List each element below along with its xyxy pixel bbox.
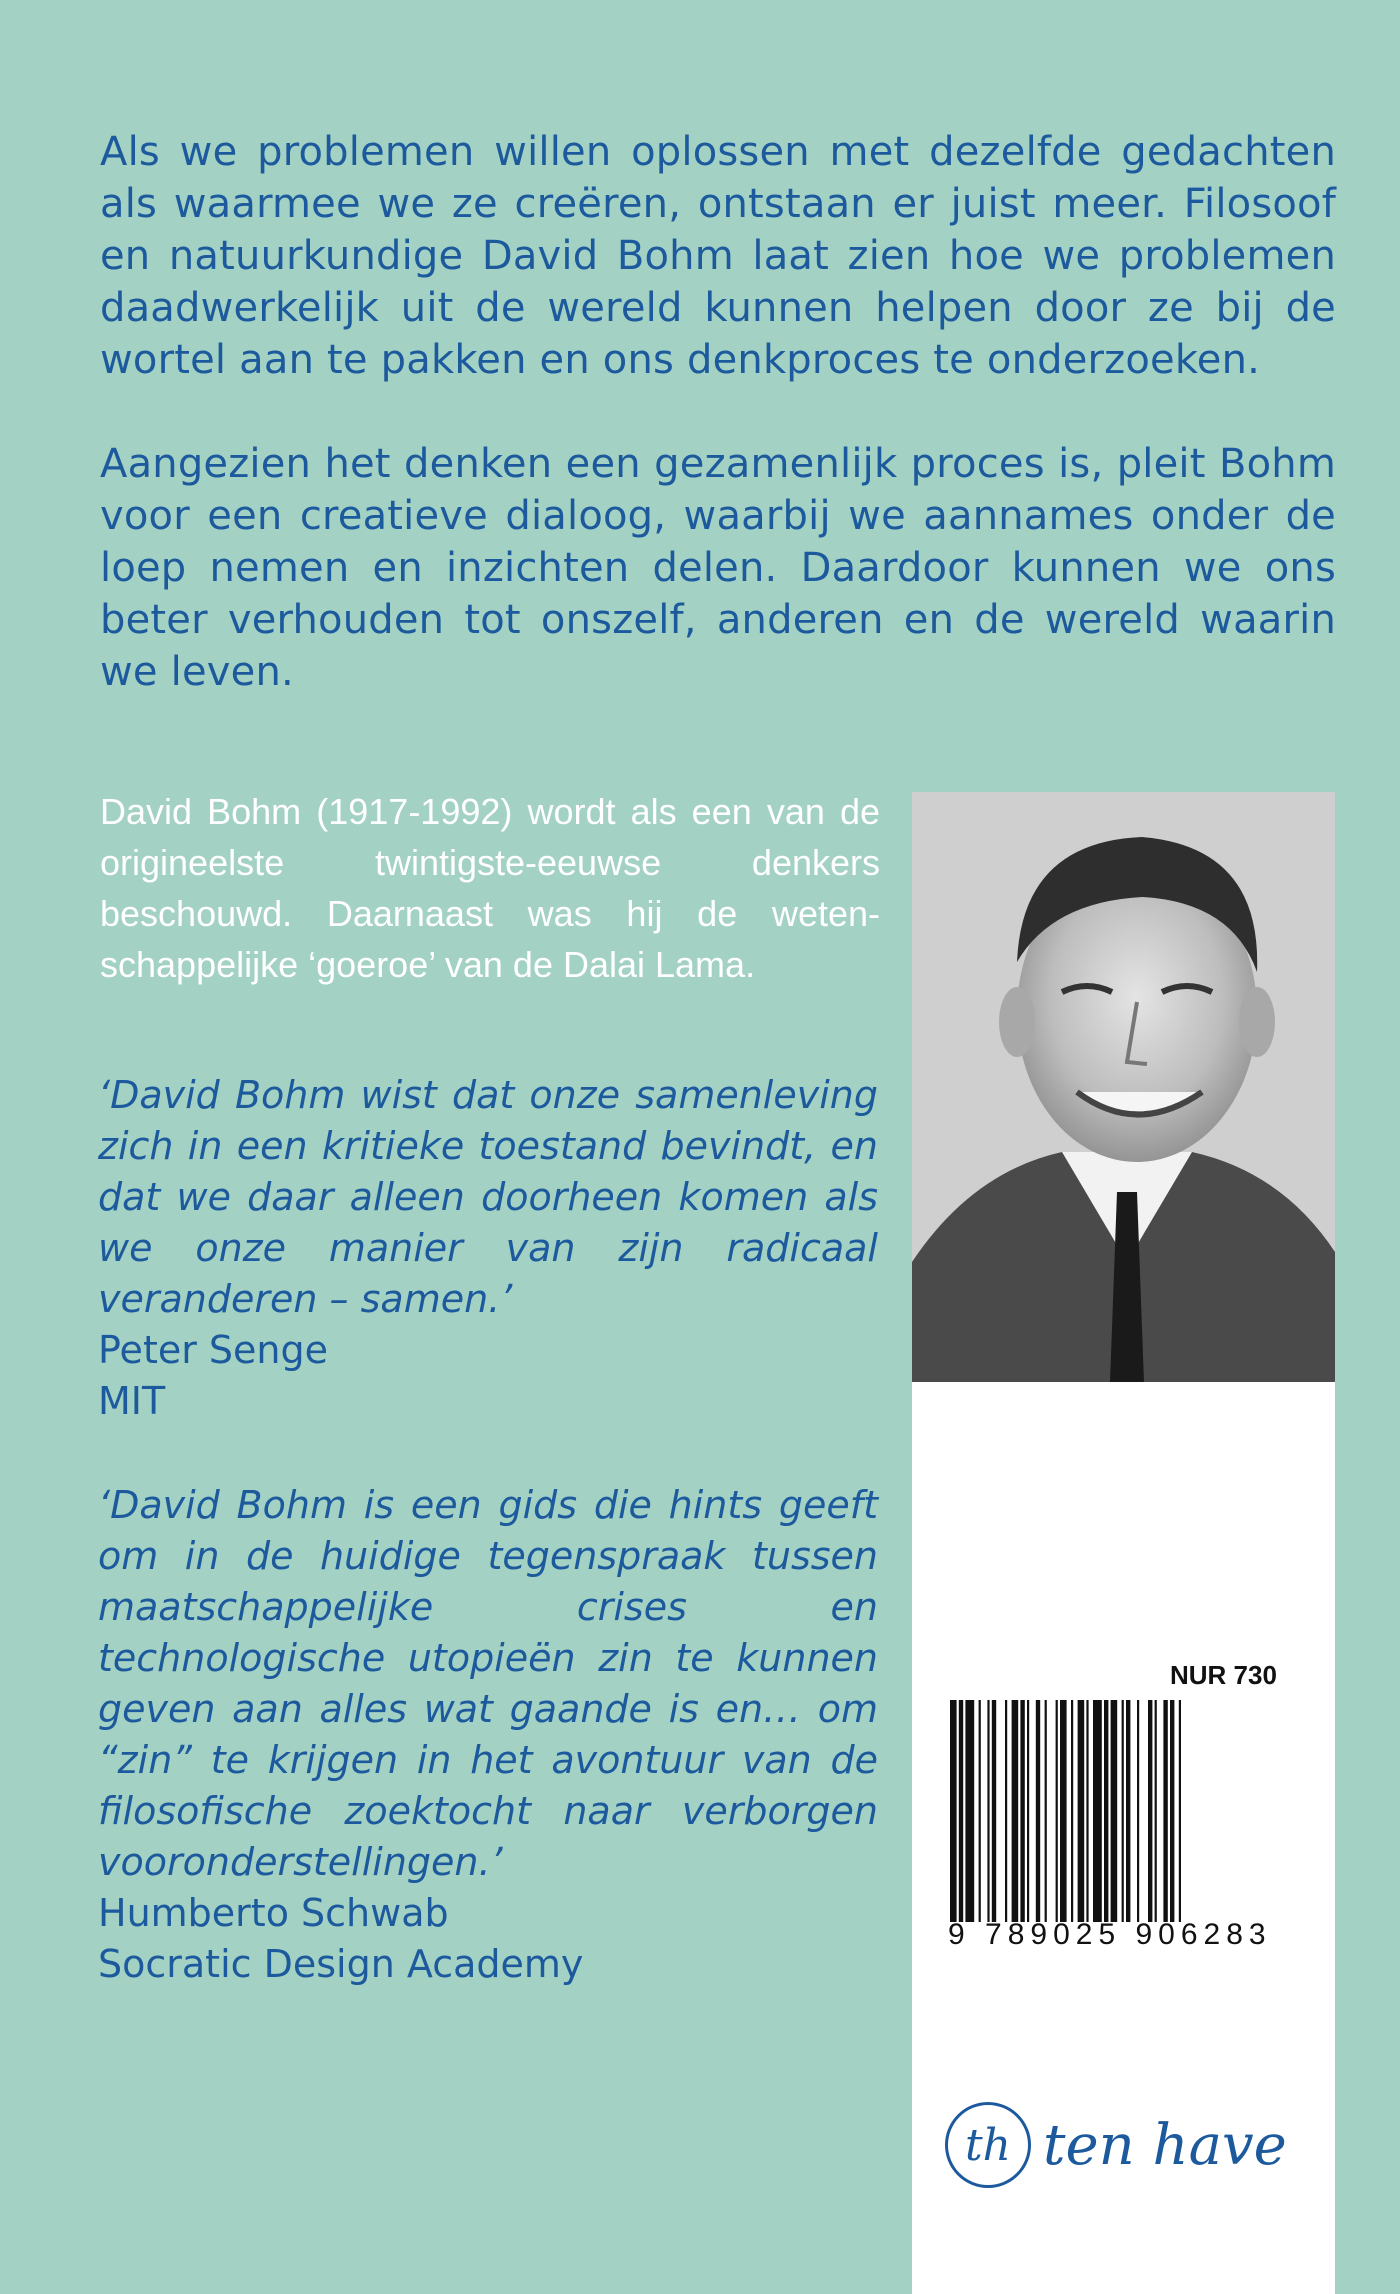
barcode-bar [1163,1700,1167,1922]
author-bio: David Bohm (1917-1992) wordt als een van de origineelste twintigste-eeuwse denkers beschouwd. Daarnaast was hij de weten-schappelijke ‘goeroe’ van de Dalai Lama. [100,791,880,985]
barcode-bar [1060,1700,1067,1922]
publisher-logo-mark: th [945,2102,1031,2188]
barcode-bar [1012,1700,1019,1922]
quote-author: Peter Senge [98,1328,329,1372]
author-portrait-photo [912,792,1335,1382]
barcode-bar [1148,1700,1152,1922]
barcode-bar [1093,1700,1102,1922]
endorsement-quote-1 [98,1070,878,1427]
portrait-illustration [912,792,1335,1382]
publisher-name: ten have [1043,2112,1287,2178]
barcode-bar [1078,1700,1085,1922]
barcode-bar [1126,1700,1130,1922]
barcode-bar [1137,1700,1139,1922]
nur-code: NUR 730 [1170,1660,1277,1690]
barcode-bar [1086,1700,1088,1922]
barcode-bar [979,1700,981,1922]
barcode-bar [959,1700,963,1922]
blurb-paragraph-2: Aangezien het denken een gezamenlijk proces is, pleit Bohm voor een creatieve dialoog, waarbij we aannames onder de loep nemen en inzichten delen. Daardoor kunnen we ons beter verhouden tot onszelf, anderen en de wereld waarin we leven. [100,441,1336,695]
quote-affiliation: Socratic Design Academy [98,1942,584,1986]
barcode-bar [1170,1700,1174,1922]
barcode-bar [1155,1700,1157,1922]
endorsement-quote-2 [98,1480,878,1990]
barcode-bar [1005,1700,1007,1922]
barcode-bar [1179,1700,1181,1922]
isbn-number: 9 789025 906283 [948,1918,1272,1951]
barcode-bar [1122,1700,1124,1922]
barcode-bar [987,1700,989,1922]
blurb-paragraph-1: Als we problemen willen oplossen met dezelfde gedachten als waarmee we ze creëren, ontstaan er juist meer. Filosoof en natuurkundige David Bohm laat zien hoe we problemen daadwerkelijk uit de wereld kunnen helpen door ze bij de wortel aan te pakken en ons denkproces te onderzoeken. [100,129,1336,383]
barcode-bar [950,1700,957,1922]
barcode-bar [1071,1700,1073,1922]
barcode-bar [1056,1700,1058,1922]
barcode-bar [1020,1700,1024,1922]
barcode-bar [965,1700,974,1922]
barcode-bar [1111,1700,1118,1922]
barcode-bar [1104,1700,1108,1922]
quote-text: ‘David Bohm is een gids die hints geeft om in de huidige tegenspraak tussen maatschappelijke crises en technologische utopieën zin te kunnen geven aan alles wat gaande is en… om “zin” te krijgen in het avontuur van de filosofische zoektocht naar verborgen vooronderstellingen.’ [98,1483,878,1884]
quote-text: ‘David Bohm wist dat onze samenleving zich in een kritieke toestand bevindt, en dat we daar alleen doorheen komen als we onze manier van zijn radicaal veranderen – samen.’ [98,1073,878,1321]
isbn-barcode [950,1700,1290,1922]
barcode-bar [1027,1700,1029,1922]
quote-author: Humberto Schwab [98,1891,449,1935]
barcode-bar [1036,1700,1040,1922]
barcode-bar [1045,1700,1047,1922]
quote-affiliation: MIT [98,1379,166,1423]
publisher-logo [945,2090,1305,2200]
barcode-bar [992,1700,996,1922]
